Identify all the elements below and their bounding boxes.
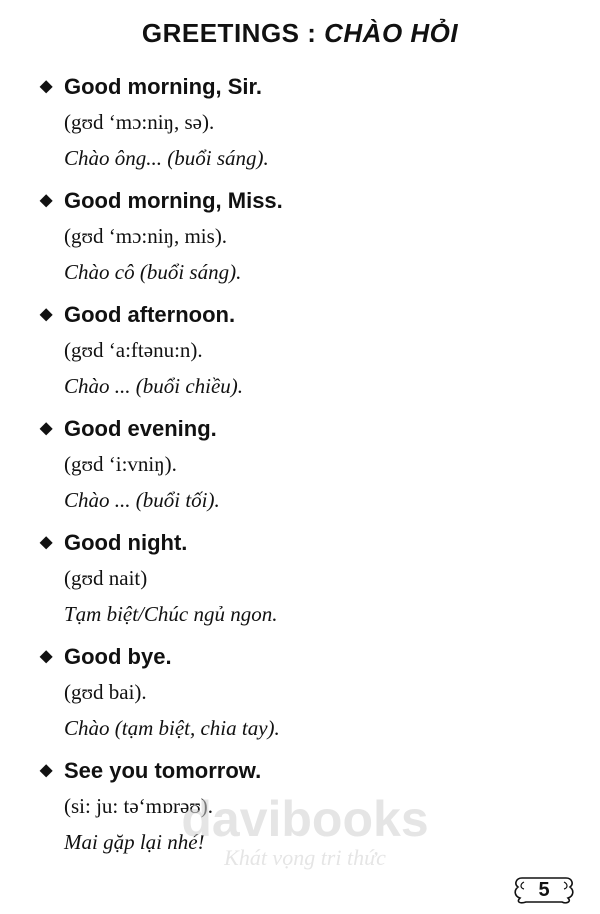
diamond-bullet-icon: ◆ (40, 192, 53, 209)
entry-good-bye (40, 640, 560, 746)
phrase-text: Good evening. (64, 416, 217, 441)
entry-good-afternoon (40, 298, 560, 404)
entry-translation: Chào ... (buổi chiều). (64, 374, 244, 398)
diamond-bullet-icon: ◆ (40, 306, 53, 323)
entry-phrase (40, 412, 560, 446)
entry-pronunciation: (gʊd ‘mɔ:niŋ, mis). (64, 224, 228, 248)
entry-translation: Chào (tạm biệt, chia tay). (64, 716, 280, 740)
entry-pronunciation: (gʊd bai). (64, 680, 147, 704)
entry-translation: Chào ... (buổi tối). (64, 488, 220, 512)
diamond-bullet-icon: ◆ (40, 78, 53, 95)
entry-good-morning-sir (40, 70, 560, 176)
phrase-text: See you tomorrow. (64, 758, 262, 783)
phrase-text: Good afternoon. (64, 302, 236, 327)
entry-translation: Tạm biệt/Chúc ngủ ngon. (64, 602, 278, 626)
page-number-badge (512, 874, 576, 906)
entry-phrase (40, 640, 560, 674)
entry-pronunciation: (gʊd nait) (64, 566, 148, 590)
phrase-text: Good morning, Miss. (64, 188, 283, 213)
entry-good-evening (40, 412, 560, 518)
entry-pronunciation: (gʊd ‘a:ftənu:n). (64, 338, 203, 362)
phrase-text: Good night. (64, 530, 188, 555)
title-english: GREETINGS : (141, 18, 317, 48)
entry-translation: Chào cô (buổi sáng). (64, 260, 242, 284)
page-number: 5 (538, 879, 550, 901)
diamond-bullet-icon: ◆ (40, 762, 53, 779)
diamond-bullet-icon: ◆ (40, 648, 53, 665)
page-title (0, 18, 600, 49)
entry-pronunciation: (gʊd ‘mɔ:niŋ, sə). (64, 110, 215, 134)
entry-translation: Chào ông... (buổi sáng). (64, 146, 269, 170)
entry-phrase (40, 70, 560, 104)
entry-phrase (40, 754, 560, 788)
entry-translation: Mai gặp lại nhé! (64, 830, 205, 854)
entry-phrase (40, 298, 560, 332)
entry-good-night (40, 526, 560, 632)
entry-good-morning-miss (40, 184, 560, 290)
entry-phrase (40, 184, 560, 218)
entry-pronunciation: (gʊd ‘i:vniŋ). (64, 452, 177, 476)
entry-phrase (40, 526, 560, 560)
diamond-bullet-icon: ◆ (40, 420, 53, 437)
entry-see-you-tomorrow (40, 754, 560, 860)
phrase-text: Good morning, Sir. (64, 74, 262, 99)
title-vietnamese: CHÀO HỎI (324, 18, 459, 48)
watermark-brand: davibooks (181, 791, 429, 847)
entry-pronunciation: (si: ju: tə‘mɒrəʊ). (64, 794, 214, 818)
phrase-text: Good bye. (64, 644, 172, 669)
diamond-bullet-icon: ◆ (40, 534, 53, 551)
watermark-slogan: Khát vọng tri thức (224, 845, 386, 870)
